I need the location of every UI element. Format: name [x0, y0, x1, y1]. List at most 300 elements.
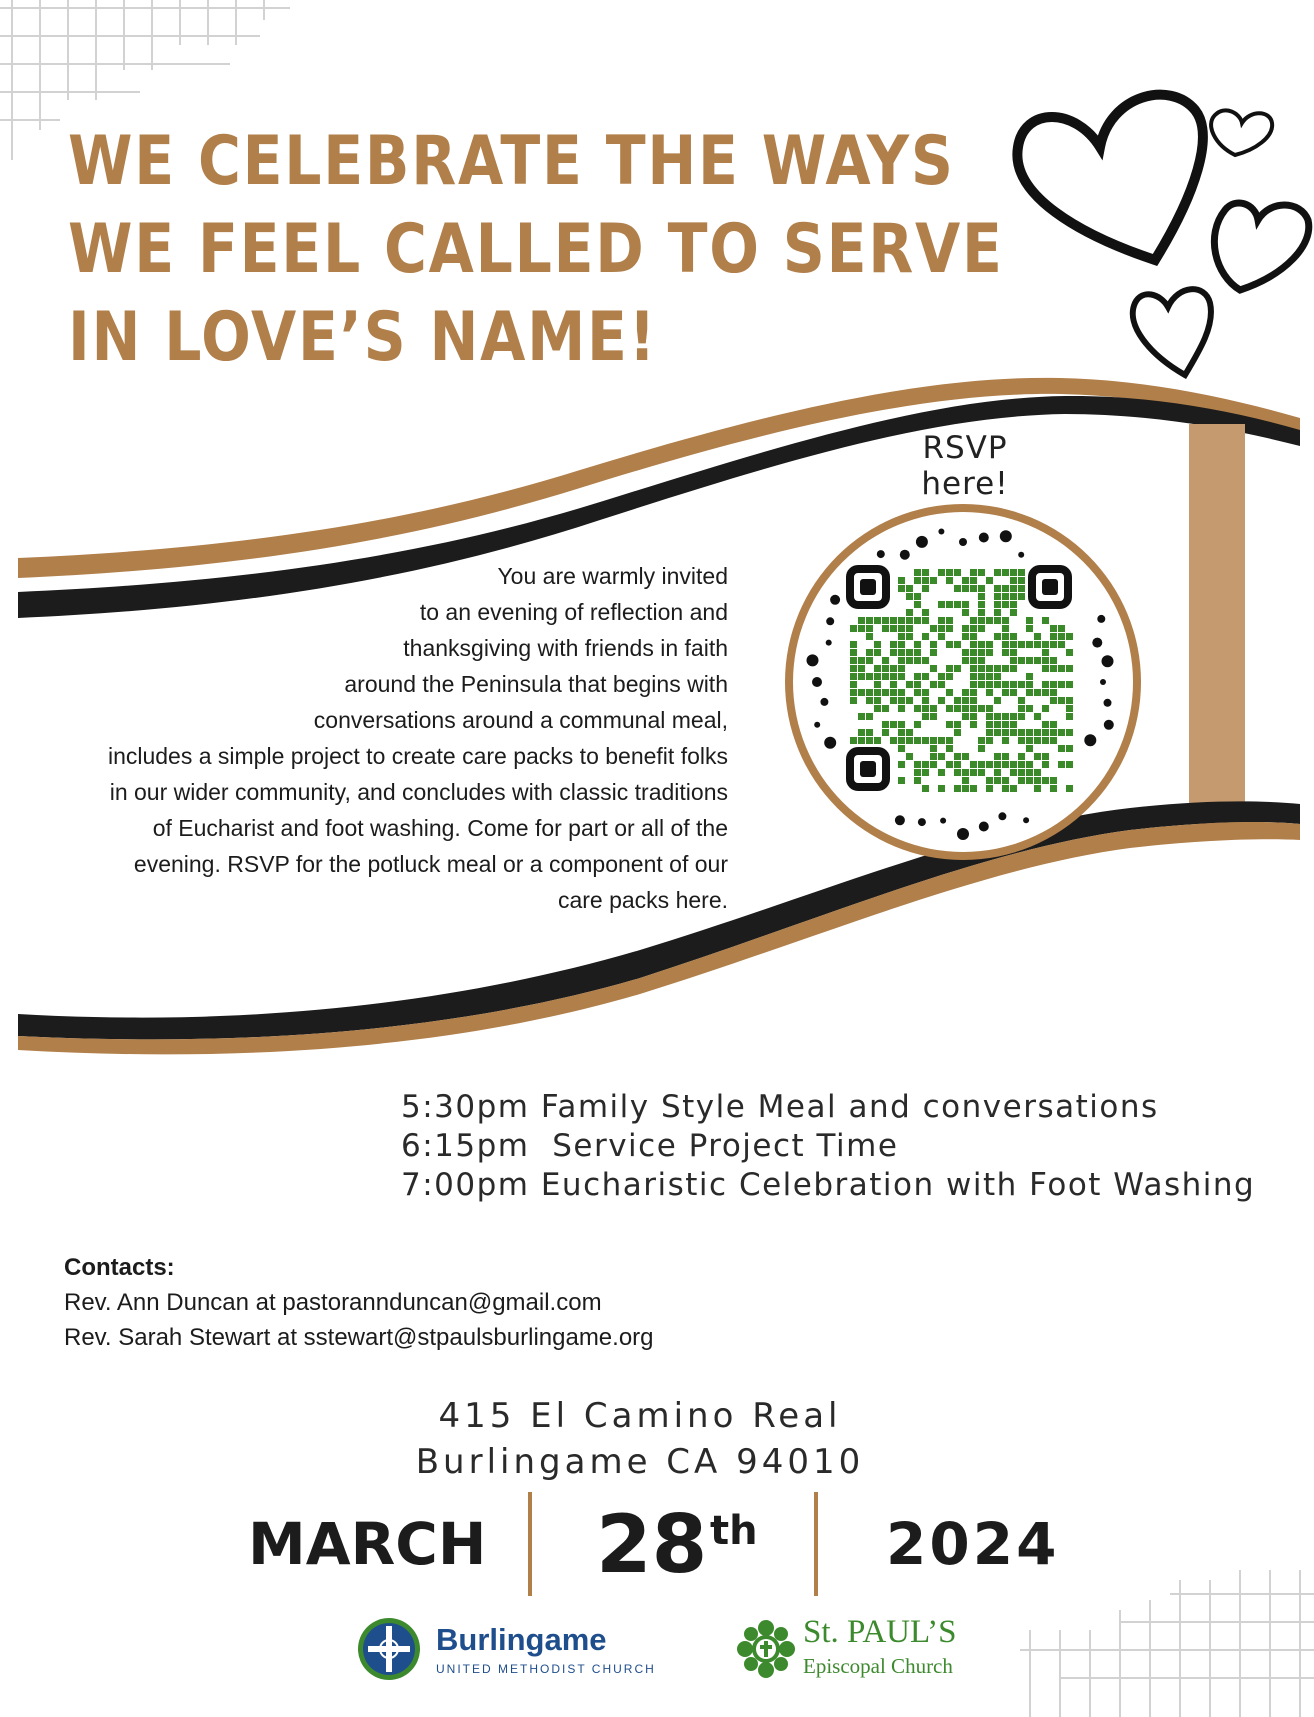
qr-module — [946, 625, 953, 632]
qr-module — [1010, 729, 1017, 736]
qr-module — [1002, 585, 1009, 592]
qr-module — [1058, 745, 1065, 752]
qr-module — [938, 753, 945, 760]
qr-module — [850, 697, 857, 704]
qr-module — [954, 601, 961, 608]
vertical-accent-bar — [1189, 424, 1245, 824]
qr-module — [970, 713, 977, 720]
qr-module — [986, 689, 993, 696]
qr-module — [986, 729, 993, 736]
qr-module — [898, 641, 905, 648]
qr-module — [1042, 761, 1049, 768]
qr-module — [850, 641, 857, 648]
qr-module — [1050, 697, 1057, 704]
qr-module — [946, 617, 953, 624]
contacts-section — [64, 1250, 864, 1355]
qr-module — [970, 657, 977, 664]
qr-module — [1002, 753, 1009, 760]
invitation-line: includes a simple project to create care packs to benefit folks — [107, 743, 728, 769]
qr-module — [1018, 593, 1025, 600]
qr-module — [890, 697, 897, 704]
qr-module — [914, 721, 921, 728]
qr-module — [890, 649, 897, 656]
invitation-line: in our wider community, and concludes with classic traditions — [109, 779, 728, 805]
qr-decor-dot — [940, 818, 946, 824]
invitation-line: thanksgiving with friends in faith — [403, 635, 728, 661]
qr-module — [922, 609, 929, 616]
headline-line-1: WE CELEBRATE THE WAYS — [68, 122, 955, 201]
qr-module — [850, 737, 857, 744]
invitation-line: of Eucharist and foot washing. Come for part or all of the — [152, 815, 728, 841]
qr-module — [866, 697, 873, 704]
qr-module — [922, 689, 929, 696]
address-line-1: 415 El Camino Real — [438, 1396, 842, 1436]
qr-module — [858, 673, 865, 680]
qr-module — [898, 665, 905, 672]
burlingame-umc-logo — [356, 1614, 656, 1684]
qr-module — [978, 641, 985, 648]
qr-module — [994, 601, 1001, 608]
qr-module — [954, 761, 961, 768]
rsvp-label: RSVP here! — [921, 430, 1009, 502]
qr-module — [1058, 681, 1065, 688]
qr-module — [970, 585, 977, 592]
qr-module — [1042, 705, 1049, 712]
qr-module — [914, 681, 921, 688]
qr-module — [922, 769, 929, 776]
qr-module — [1042, 657, 1049, 664]
qr-module — [1066, 681, 1073, 688]
qr-module — [978, 665, 985, 672]
qr-module — [906, 625, 913, 632]
flower-cross-icon — [735, 1618, 797, 1680]
qr-module — [914, 769, 921, 776]
qr-module — [1018, 705, 1025, 712]
qr-module — [1034, 633, 1041, 640]
qr-module — [1066, 665, 1073, 672]
qr-module — [898, 657, 905, 664]
qr-module — [882, 729, 889, 736]
qr-module — [906, 753, 913, 760]
qr-module — [1002, 625, 1009, 632]
qr-module — [1018, 769, 1025, 776]
qr-module — [866, 689, 873, 696]
qr-module — [1026, 657, 1033, 664]
qr-decor-dot — [812, 677, 822, 687]
qr-module — [930, 705, 937, 712]
qr-module — [858, 729, 865, 736]
qr-module — [914, 641, 921, 648]
qr-module — [1010, 721, 1017, 728]
qr-module — [1010, 585, 1017, 592]
qr-module — [1010, 761, 1017, 768]
qr-module — [970, 721, 977, 728]
qr-module — [1034, 753, 1041, 760]
qr-module — [1002, 761, 1009, 768]
qr-module — [1050, 681, 1057, 688]
qr-module — [1034, 641, 1041, 648]
qr-module — [914, 673, 921, 680]
qr-module — [994, 585, 1001, 592]
invitation-line: care packs here. — [557, 887, 728, 913]
qr-module — [1018, 585, 1025, 592]
qr-module — [962, 769, 969, 776]
qr-decor-dot — [830, 595, 840, 605]
qr-module — [970, 681, 977, 688]
qr-module — [1018, 641, 1025, 648]
qr-module — [930, 665, 937, 672]
qr-module — [1026, 641, 1033, 648]
qr-module — [962, 713, 969, 720]
qr-module — [882, 625, 889, 632]
qr-module — [938, 697, 945, 704]
qr-module — [914, 657, 921, 664]
date-divider — [814, 1492, 818, 1596]
qr-module — [978, 657, 985, 664]
qr-module — [922, 761, 929, 768]
contacts-heading: Contacts: — [64, 1254, 175, 1281]
qr-module — [930, 737, 937, 744]
qr-module — [922, 577, 929, 584]
contact-person: Rev. Sarah Stewart at sstewart@stpaulsburlingame.org — [64, 1324, 654, 1351]
qr-module — [978, 585, 985, 592]
qr-module — [1010, 689, 1017, 696]
invitation-line: You are warmly invited — [497, 563, 728, 589]
qr-module — [1002, 737, 1009, 744]
qr-module — [874, 737, 881, 744]
qr-module — [970, 569, 977, 576]
qr-module — [1002, 713, 1009, 720]
qr-module — [1026, 777, 1033, 784]
st-pauls-logo-name: St. PAUL’S — [803, 1614, 957, 1650]
qr-module — [970, 673, 977, 680]
qr-module — [1058, 665, 1065, 672]
qr-module — [1026, 729, 1033, 736]
qr-module — [930, 753, 937, 760]
contact-person: Rev. Ann Duncan at pastorannduncan@gmail.com — [64, 1289, 602, 1316]
qr-module — [1026, 705, 1033, 712]
qr-module — [954, 665, 961, 672]
qr-module — [962, 777, 969, 784]
qr-module — [970, 665, 977, 672]
qr-decor-dot — [1100, 679, 1106, 685]
qr-module — [890, 737, 897, 744]
qr-module — [1042, 617, 1049, 624]
qr-module — [890, 689, 897, 696]
qr-decor-dot — [979, 822, 989, 832]
qr-module — [1042, 777, 1049, 784]
qr-module — [858, 665, 865, 672]
qr-module — [978, 625, 985, 632]
qr-module — [978, 769, 985, 776]
qr-module — [1034, 769, 1041, 776]
qr-module — [882, 665, 889, 672]
qr-module — [938, 785, 945, 792]
qr-module — [938, 569, 945, 576]
qr-module — [954, 569, 961, 576]
qr-module — [970, 617, 977, 624]
qr-module — [1018, 713, 1025, 720]
qr-module — [962, 577, 969, 584]
qr-module — [1026, 769, 1033, 776]
qr-module — [994, 681, 1001, 688]
qr-module — [938, 673, 945, 680]
qr-module — [922, 569, 929, 576]
qr-module — [946, 705, 953, 712]
qr-module — [1034, 729, 1041, 736]
qr-module — [1002, 785, 1009, 792]
qr-module — [986, 737, 993, 744]
qr-module — [1010, 681, 1017, 688]
qr-module — [914, 569, 921, 576]
headline — [68, 118, 1004, 382]
qr-module — [1018, 577, 1025, 584]
qr-module — [1066, 785, 1073, 792]
qr-module — [946, 665, 953, 672]
qr-module — [858, 689, 865, 696]
qr-module — [994, 617, 1001, 624]
qr-module — [946, 745, 953, 752]
qr-module — [962, 657, 969, 664]
qr-module — [986, 713, 993, 720]
qr-module — [978, 705, 985, 712]
qr-module — [1018, 681, 1025, 688]
qr-module — [1010, 593, 1017, 600]
qr-module — [1066, 697, 1073, 704]
qr-module — [914, 617, 921, 624]
qr-module — [1066, 713, 1073, 720]
qr-module — [962, 753, 969, 760]
invitation-line: evening. RSVP for the potluck meal or a component of our — [133, 851, 728, 877]
qr-module — [1050, 689, 1057, 696]
qr-decor-dot — [1097, 615, 1105, 623]
qr-decor-dot — [979, 533, 989, 543]
qr-module — [970, 705, 977, 712]
qr-module — [986, 641, 993, 648]
qr-module — [898, 617, 905, 624]
qr-module — [1002, 777, 1009, 784]
qr-module — [938, 633, 945, 640]
qr-decor-dot — [1102, 655, 1114, 667]
qr-module — [986, 681, 993, 688]
qr-module — [978, 569, 985, 576]
qr-module — [1018, 753, 1025, 760]
qr-module — [1066, 729, 1073, 736]
qr-module — [962, 585, 969, 592]
qr-module — [954, 641, 961, 648]
qr-module — [1058, 641, 1065, 648]
qr-module — [874, 617, 881, 624]
qr-module — [866, 625, 873, 632]
qr-module — [858, 657, 865, 664]
qr-module — [986, 649, 993, 656]
qr-module — [1042, 721, 1049, 728]
qr-decor-dot — [1084, 734, 1096, 746]
qr-module — [994, 593, 1001, 600]
qr-module — [890, 673, 897, 680]
qr-module — [914, 737, 921, 744]
qr-module — [1042, 689, 1049, 696]
qr-module — [890, 665, 897, 672]
qr-module — [946, 569, 953, 576]
qr-module — [938, 617, 945, 624]
qr-module — [1018, 569, 1025, 576]
address-line-2: Burlingame CA 94010 — [415, 1442, 865, 1482]
qr-module — [994, 777, 1001, 784]
qr-module — [1042, 649, 1049, 656]
qr-module — [1058, 625, 1065, 632]
qr-decor-dot — [957, 828, 969, 840]
event-schedule — [401, 1088, 1301, 1205]
qr-module — [986, 673, 993, 680]
qr-module — [962, 705, 969, 712]
qr-module — [898, 721, 905, 728]
invitation-line: to an evening of reflection and — [419, 599, 728, 625]
schedule-item: 5:30pm Family Style Meal and conversations — [401, 1089, 1159, 1125]
qr-decor-dot — [895, 815, 905, 825]
qr-module — [1034, 785, 1041, 792]
qr-module — [970, 785, 977, 792]
qr-module — [1010, 601, 1017, 608]
qr-module — [882, 673, 889, 680]
qr-module — [938, 769, 945, 776]
qr-code-graphic — [778, 497, 1148, 867]
qr-module — [994, 713, 1001, 720]
qr-module — [978, 609, 985, 616]
qr-module — [922, 697, 929, 704]
qr-module — [946, 641, 953, 648]
qr-module — [922, 633, 929, 640]
qr-module — [1042, 737, 1049, 744]
qr-module — [1010, 633, 1017, 640]
qr-module — [946, 601, 953, 608]
qr-module — [1010, 785, 1017, 792]
qr-module — [1050, 777, 1057, 784]
qr-module — [1010, 769, 1017, 776]
qr-module — [978, 737, 985, 744]
qr-module — [874, 705, 881, 712]
qr-module — [1026, 689, 1033, 696]
qr-module — [866, 673, 873, 680]
date-year: 2024 — [886, 1510, 1060, 1578]
qr-module — [898, 625, 905, 632]
qr-module — [866, 729, 873, 736]
qr-module — [1050, 633, 1057, 640]
qr-module — [922, 673, 929, 680]
rsvp-qr-code[interactable] — [778, 497, 1148, 867]
qr-module — [994, 569, 1001, 576]
qr-module — [914, 649, 921, 656]
qr-module — [866, 737, 873, 744]
qr-module — [962, 697, 969, 704]
qr-module — [922, 785, 929, 792]
qr-module — [1050, 785, 1057, 792]
qr-module — [890, 681, 897, 688]
qr-module — [994, 761, 1001, 768]
qr-module — [1026, 617, 1033, 624]
qr-module — [922, 617, 929, 624]
qr-module — [850, 665, 857, 672]
qr-module — [954, 705, 961, 712]
invitation-line: conversations around a communal meal, — [313, 707, 728, 733]
date-divider — [528, 1492, 532, 1596]
qr-module — [994, 633, 1001, 640]
qr-module — [970, 577, 977, 584]
date-month: MARCH — [248, 1510, 487, 1578]
qr-module — [858, 625, 865, 632]
qr-module — [898, 705, 905, 712]
qr-module — [922, 657, 929, 664]
qr-module — [906, 633, 913, 640]
qr-module — [930, 745, 937, 752]
qr-module — [1034, 737, 1041, 744]
qr-module — [898, 697, 905, 704]
qr-module — [906, 681, 913, 688]
qr-module — [850, 657, 857, 664]
methodist-cross-icon — [356, 1616, 422, 1682]
qr-module — [930, 577, 937, 584]
qr-module — [986, 665, 993, 672]
qr-module — [962, 609, 969, 616]
qr-module — [1002, 721, 1009, 728]
qr-module — [1018, 697, 1025, 704]
qr-module — [890, 617, 897, 624]
qr-decor-dot — [826, 640, 832, 646]
qr-module — [1042, 641, 1049, 648]
qr-module — [874, 697, 881, 704]
qr-decor-dot — [1092, 638, 1102, 648]
qr-module — [906, 657, 913, 664]
st-pauls-logo-subtitle: Episcopal Church — [803, 1654, 953, 1678]
qr-module — [994, 753, 1001, 760]
qr-module — [898, 737, 905, 744]
qr-module — [850, 649, 857, 656]
qr-module — [1026, 673, 1033, 680]
qr-decor-dot — [1104, 720, 1114, 730]
qr-module — [986, 761, 993, 768]
qr-module — [898, 761, 905, 768]
qr-module — [1002, 633, 1009, 640]
qr-module — [1018, 761, 1025, 768]
qr-module — [906, 729, 913, 736]
qr-module — [978, 761, 985, 768]
qr-module — [1010, 665, 1017, 672]
qr-module — [962, 649, 969, 656]
qr-module — [1002, 665, 1009, 672]
qr-module — [946, 577, 953, 584]
qr-module — [1050, 641, 1057, 648]
qr-module — [898, 649, 905, 656]
qr-module — [898, 585, 905, 592]
qr-module — [962, 625, 969, 632]
qr-module — [1002, 617, 1009, 624]
qr-module — [1002, 681, 1009, 688]
qr-module — [978, 593, 985, 600]
qr-module — [970, 769, 977, 776]
qr-module — [906, 593, 913, 600]
qr-module — [858, 713, 865, 720]
qr-module — [1018, 729, 1025, 736]
schedule-item: 6:15pm Service Project Time — [401, 1128, 899, 1164]
qr-module — [1034, 657, 1041, 664]
qr-module — [866, 713, 873, 720]
qr-module — [850, 625, 857, 632]
qr-module — [914, 689, 921, 696]
qr-decor-dot — [900, 550, 910, 560]
qr-module — [930, 641, 937, 648]
qr-decor-dot — [1018, 552, 1024, 558]
qr-module — [874, 665, 881, 672]
